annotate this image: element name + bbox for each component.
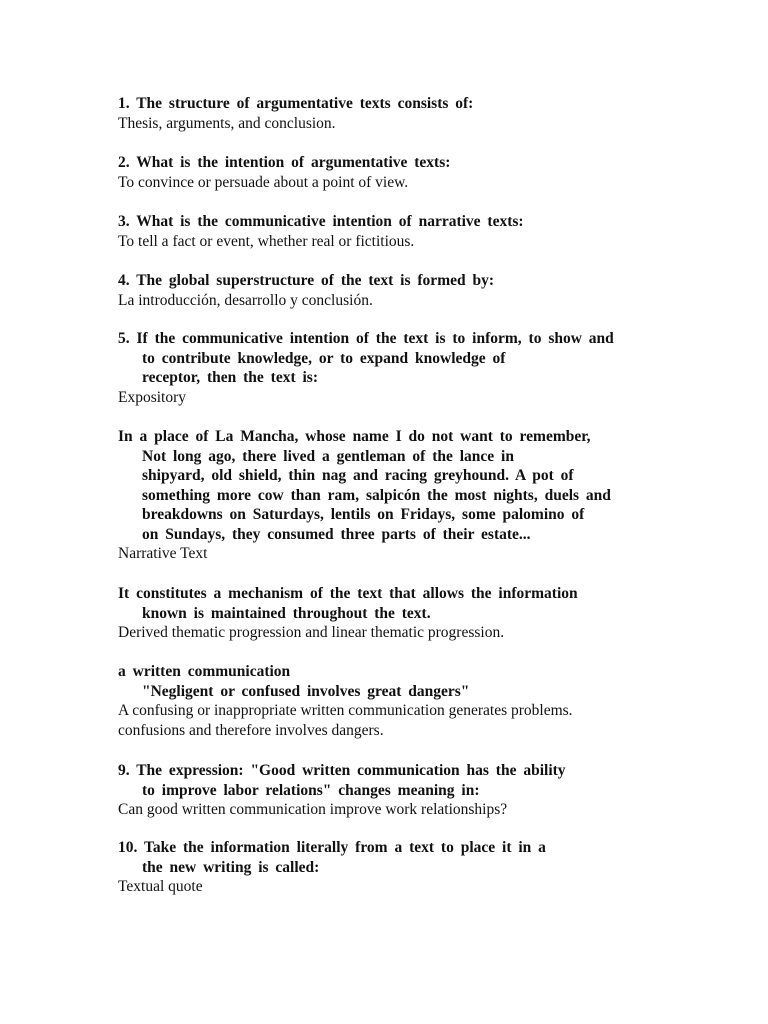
- question-text: to contribute knowledge, or to expand knowledge of: [142, 349, 506, 367]
- question-text: 3. What is the communicative intention of narrative texts:: [118, 213, 524, 230]
- question-text: on Sundays, they consumed three parts of their estate...: [142, 525, 531, 543]
- question-text: Not long ago, there lived a gentleman of the lance in: [142, 447, 514, 465]
- question-text: "Negligent or confused involves great dangers": [142, 682, 470, 700]
- answer-text: A confusing or inappropriate written communication generates problems.: [118, 702, 573, 719]
- question-text: breakdowns on Saturdays, lentils on Fridays, some palomino of: [142, 506, 585, 523]
- question-text: to improve labor relations" changes meaning in:: [142, 781, 480, 799]
- answer-text: Narrative Text: [118, 545, 208, 562]
- question-text: 9. The expression: "Good written communication has the ability: [118, 762, 566, 779]
- question-text: 4. The global superstructure of the text is formed by:: [118, 272, 495, 289]
- question-text: known is maintained throughout the text.: [142, 604, 431, 622]
- question-text: shipyard, old shield, thin nag and racing greyhound. A pot of: [142, 467, 574, 484]
- answer-text: La introducción, desarrollo y conclusión.: [118, 291, 373, 309]
- question-text: 5. If the communicative intention of the text is to inform, to show and: [118, 330, 614, 347]
- question-text: receptor, then the text is:: [142, 369, 318, 386]
- answer-text: confusions and therefore involves dangers.: [118, 721, 384, 739]
- question-text: In a place of La Mancha, whose name I do not want to remember,: [118, 428, 591, 445]
- question-text: 2. What is the intention of argumentative texts:: [118, 154, 451, 171]
- question-text: a written communication: [118, 663, 291, 680]
- answer-text: Can good written communication improve work relationships?: [118, 801, 508, 818]
- question-text: the new writing is called:: [142, 858, 320, 876]
- question-text: 10. Take the information literally from a text to place it in a: [118, 839, 546, 856]
- answer-text: To tell a fact or event, whether real or fictitious.: [118, 232, 415, 250]
- answer-text: Textual quote: [118, 878, 203, 895]
- question-text: 1. The structure of argumentative texts consists of:: [118, 95, 474, 112]
- answer-text: To convince or persuade about a point of view.: [118, 173, 409, 191]
- question-text: It constitutes a mechanism of the text that allows the information: [118, 585, 578, 602]
- answer-text: Thesis, arguments, and conclusion.: [118, 114, 336, 132]
- question-text: something more cow than ram, salpicón the most nights, duels and: [142, 486, 611, 504]
- answer-text: Expository: [118, 388, 187, 406]
- answer-text: Derived thematic progression and linear thematic progression.: [118, 624, 505, 641]
